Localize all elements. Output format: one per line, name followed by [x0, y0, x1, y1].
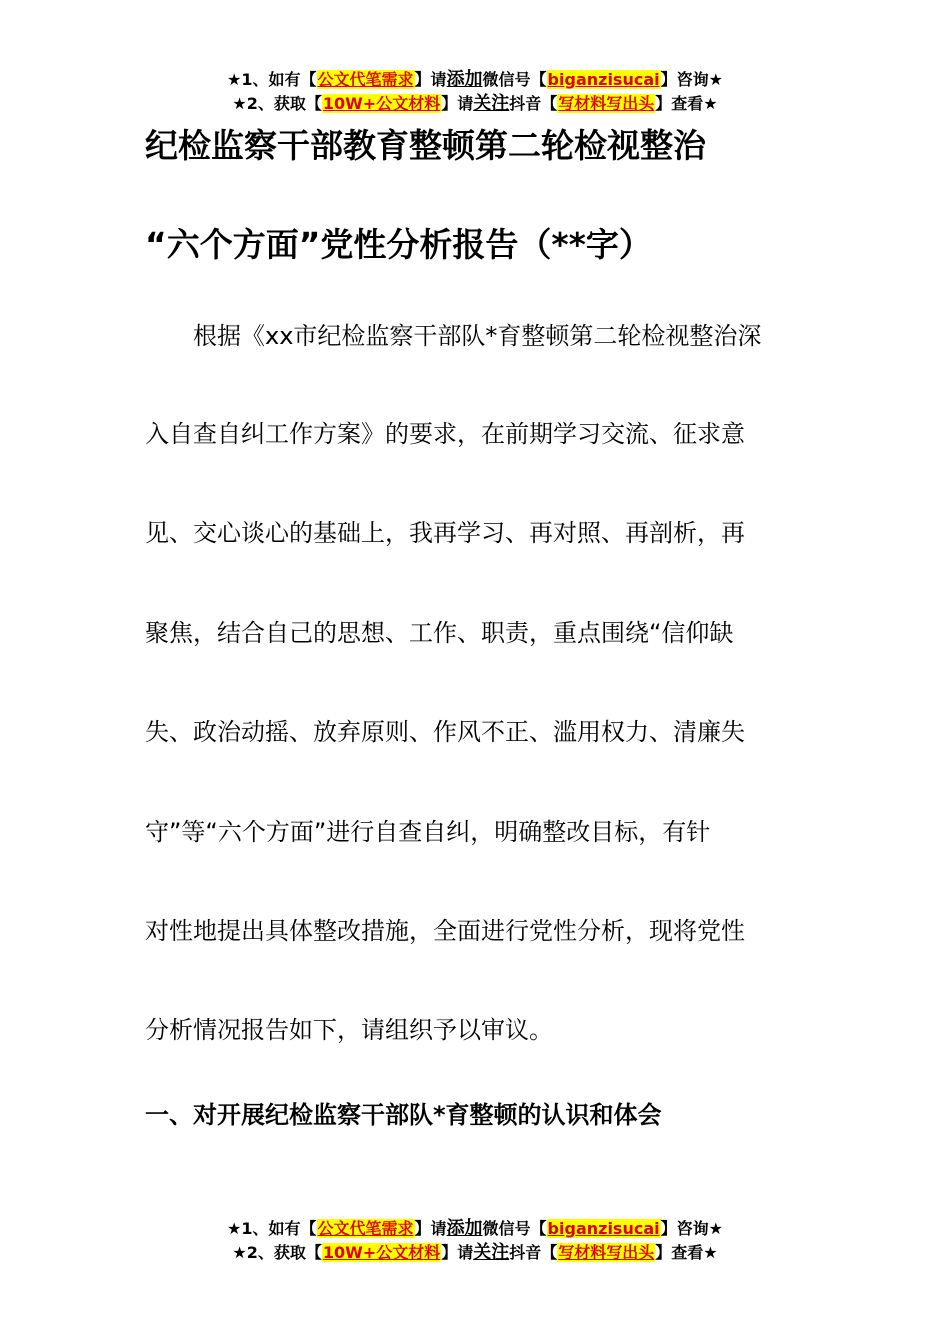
- promo-line-1: [0, 1217, 950, 1241]
- promo-highlight-service: 公文代笔需求: [317, 1219, 414, 1238]
- paragraph-line: 分析情况报告如下，请组织予以审议。: [145, 1016, 553, 1044]
- promo-emphasis-add: 添加: [446, 69, 483, 90]
- promo-line-2-mid2: 抖音【: [509, 1243, 558, 1262]
- promo-line-1-prefix: ★1、如有【: [227, 1219, 317, 1238]
- paragraph-line: 入自查自纠工作方案》的要求，在前期学习交流、征求意: [145, 420, 745, 448]
- promo-line-1-mid: 】请: [414, 70, 447, 89]
- promo-highlight-materials: 10W+公文材料: [322, 1243, 441, 1262]
- document-title-line-1: 纪检监察干部教育整顿第二轮检视整治: [145, 126, 706, 165]
- promo-line-1-mid2: 微信号【: [482, 1219, 547, 1238]
- paragraph-line: 失、政治动摇、放弃原则、作风不正、滥用权力、清廉失: [145, 718, 745, 746]
- promo-highlight-materials: 10W+公文材料: [322, 94, 441, 113]
- promo-highlight-douyin-id: 写材料写出头: [558, 94, 655, 113]
- paragraph-line: 见、交心谈心的基础上，我再学习、再对照、再剖析，再: [145, 519, 745, 547]
- paragraph-line: 根据《xx市纪检监察干部队*育整顿第二轮检视整治深: [145, 322, 762, 350]
- promo-emphasis-follow: 关注: [473, 1242, 510, 1263]
- promo-line-2-mid: 】请: [441, 1243, 474, 1262]
- promo-line-1-mid: 】请: [414, 1219, 447, 1238]
- paragraph-line: 聚焦，结合自己的思想、工作、职责，重点围绕“信仰缺: [145, 619, 734, 647]
- promo-line-2-mid: 】请: [441, 94, 474, 113]
- promo-highlight-service: 公文代笔需求: [317, 70, 414, 89]
- promo-line-2: [0, 1241, 950, 1265]
- promo-line-1-prefix: ★1、如有【: [227, 70, 317, 89]
- promo-line-1-suffix: 】咨询★: [660, 70, 723, 89]
- promo-highlight-wechat-id: biganzisucai: [547, 1219, 660, 1238]
- promo-highlight-douyin-id: 写材料写出头: [558, 1243, 655, 1262]
- promo-line-2-prefix: ★2、获取【: [232, 94, 322, 113]
- promo-line-1: [0, 68, 950, 92]
- promo-line-2-suffix: 】查看★: [655, 94, 718, 113]
- section-1-heading: 一、对开展纪检监察干部队*育整顿的认识和体会: [145, 1101, 662, 1129]
- promo-emphasis-follow: 关注: [473, 93, 510, 114]
- top-promo-banner: [0, 68, 950, 116]
- paragraph-line: 守”等“六个方面”进行自查自纠，明确整改目标，有针: [145, 818, 711, 846]
- bottom-promo-banner: [0, 1217, 950, 1265]
- promo-highlight-wechat-id: biganzisucai: [547, 70, 660, 89]
- promo-line-1-suffix: 】咨询★: [660, 1219, 723, 1238]
- promo-line-2-prefix: ★2、获取【: [232, 1243, 322, 1262]
- promo-line-1-mid2: 微信号【: [482, 70, 547, 89]
- promo-line-2-mid2: 抖音【: [509, 94, 558, 113]
- promo-line-2: [0, 92, 950, 116]
- promo-emphasis-add: 添加: [446, 1218, 483, 1239]
- paragraph-line: 对性地提出具体整改措施，全面进行党性分析，现将党性: [145, 917, 745, 945]
- promo-line-2-suffix: 】查看★: [655, 1243, 718, 1262]
- document-title-line-2: “六个方面”党性分析报告（**字）: [145, 225, 652, 264]
